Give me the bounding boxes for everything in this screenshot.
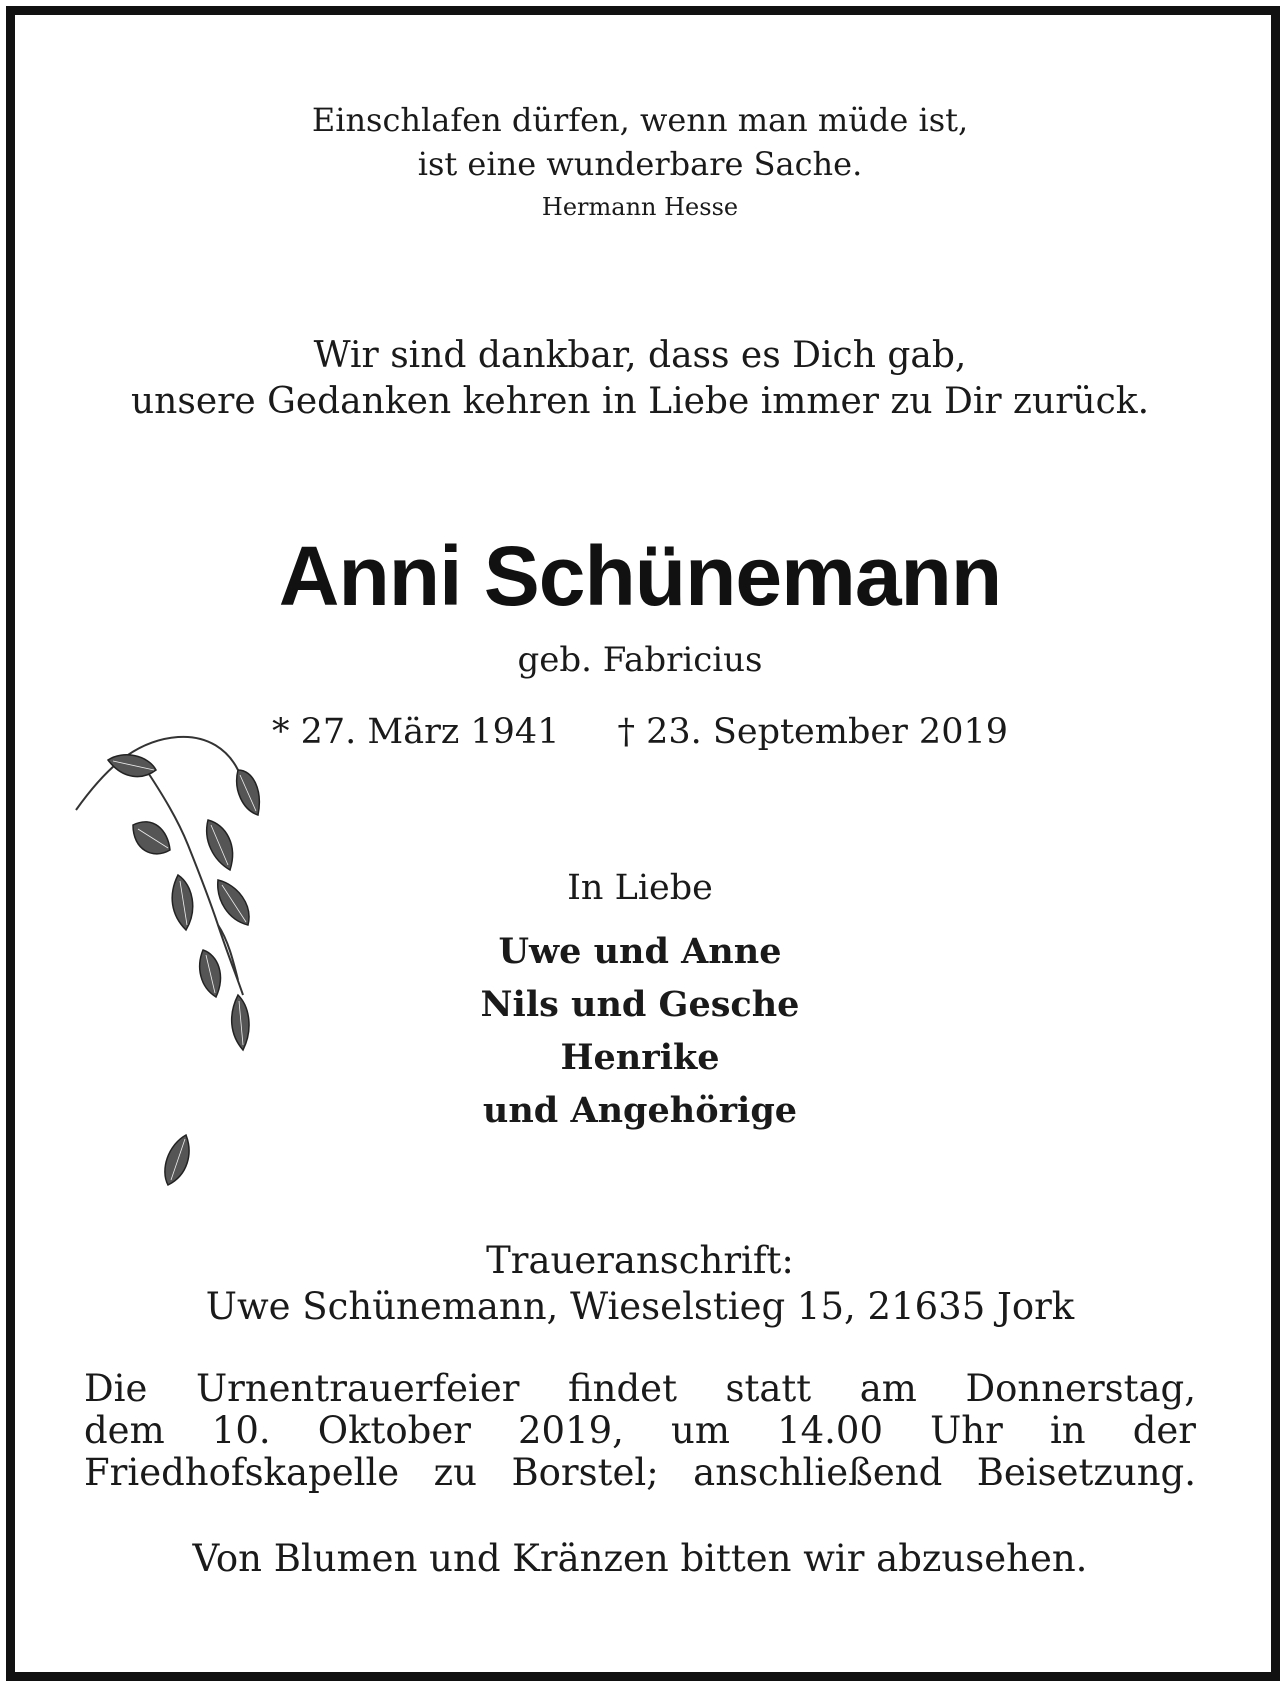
mourner-name: und Angehörige xyxy=(482,1090,798,1131)
mourner-name: Nils und Gesche xyxy=(480,984,800,1025)
deceased-name: Anni Schünemann xyxy=(278,529,1002,623)
thanks-line: unsere Gedanken kehren in Liebe immer zu Dir zurück. xyxy=(130,381,1150,422)
ceremony-line: dem 10. Oktober 2019, um 14.00 Uhr in der xyxy=(84,1409,1196,1452)
thanks-text xyxy=(0,333,1280,425)
in-love-intro: In Liebe xyxy=(567,868,713,908)
address-text: Uwe Schünemann, Wieselstieg 15, 21635 Jork xyxy=(205,1285,1075,1328)
closing-note: Von Blumen und Kränzen bitten wir abzusehen. xyxy=(192,1537,1088,1580)
mourners-list xyxy=(0,925,1280,1137)
quote-author: Hermann Hesse xyxy=(541,193,739,221)
mourner-name: Henrike xyxy=(560,1037,720,1078)
quote-line: ist eine wunderbare Sache. xyxy=(417,145,863,183)
death-date: † 23. September 2019 xyxy=(617,712,1009,752)
thanks-line: Wir sind dankbar, dass es Dich gab, xyxy=(313,335,967,376)
quote-line: Einschlafen dürfen, wenn man müde ist, xyxy=(311,101,969,139)
ceremony-notice xyxy=(84,1368,1196,1494)
quote xyxy=(0,98,1280,186)
birth-date: * 27. März 1941 xyxy=(271,712,560,752)
ceremony-line: Friedhofskapelle zu Borstel; anschließend Beisetzung. xyxy=(84,1451,1196,1494)
address-heading: Traueranschrift: xyxy=(486,1239,794,1282)
born-name: geb. Fabricius xyxy=(517,640,763,680)
mourning-address xyxy=(0,1238,1280,1330)
ceremony-line: Die Urnentrauerfeier findet statt am Donnerstag, xyxy=(84,1367,1196,1410)
mourner-name: Uwe und Anne xyxy=(498,931,782,972)
